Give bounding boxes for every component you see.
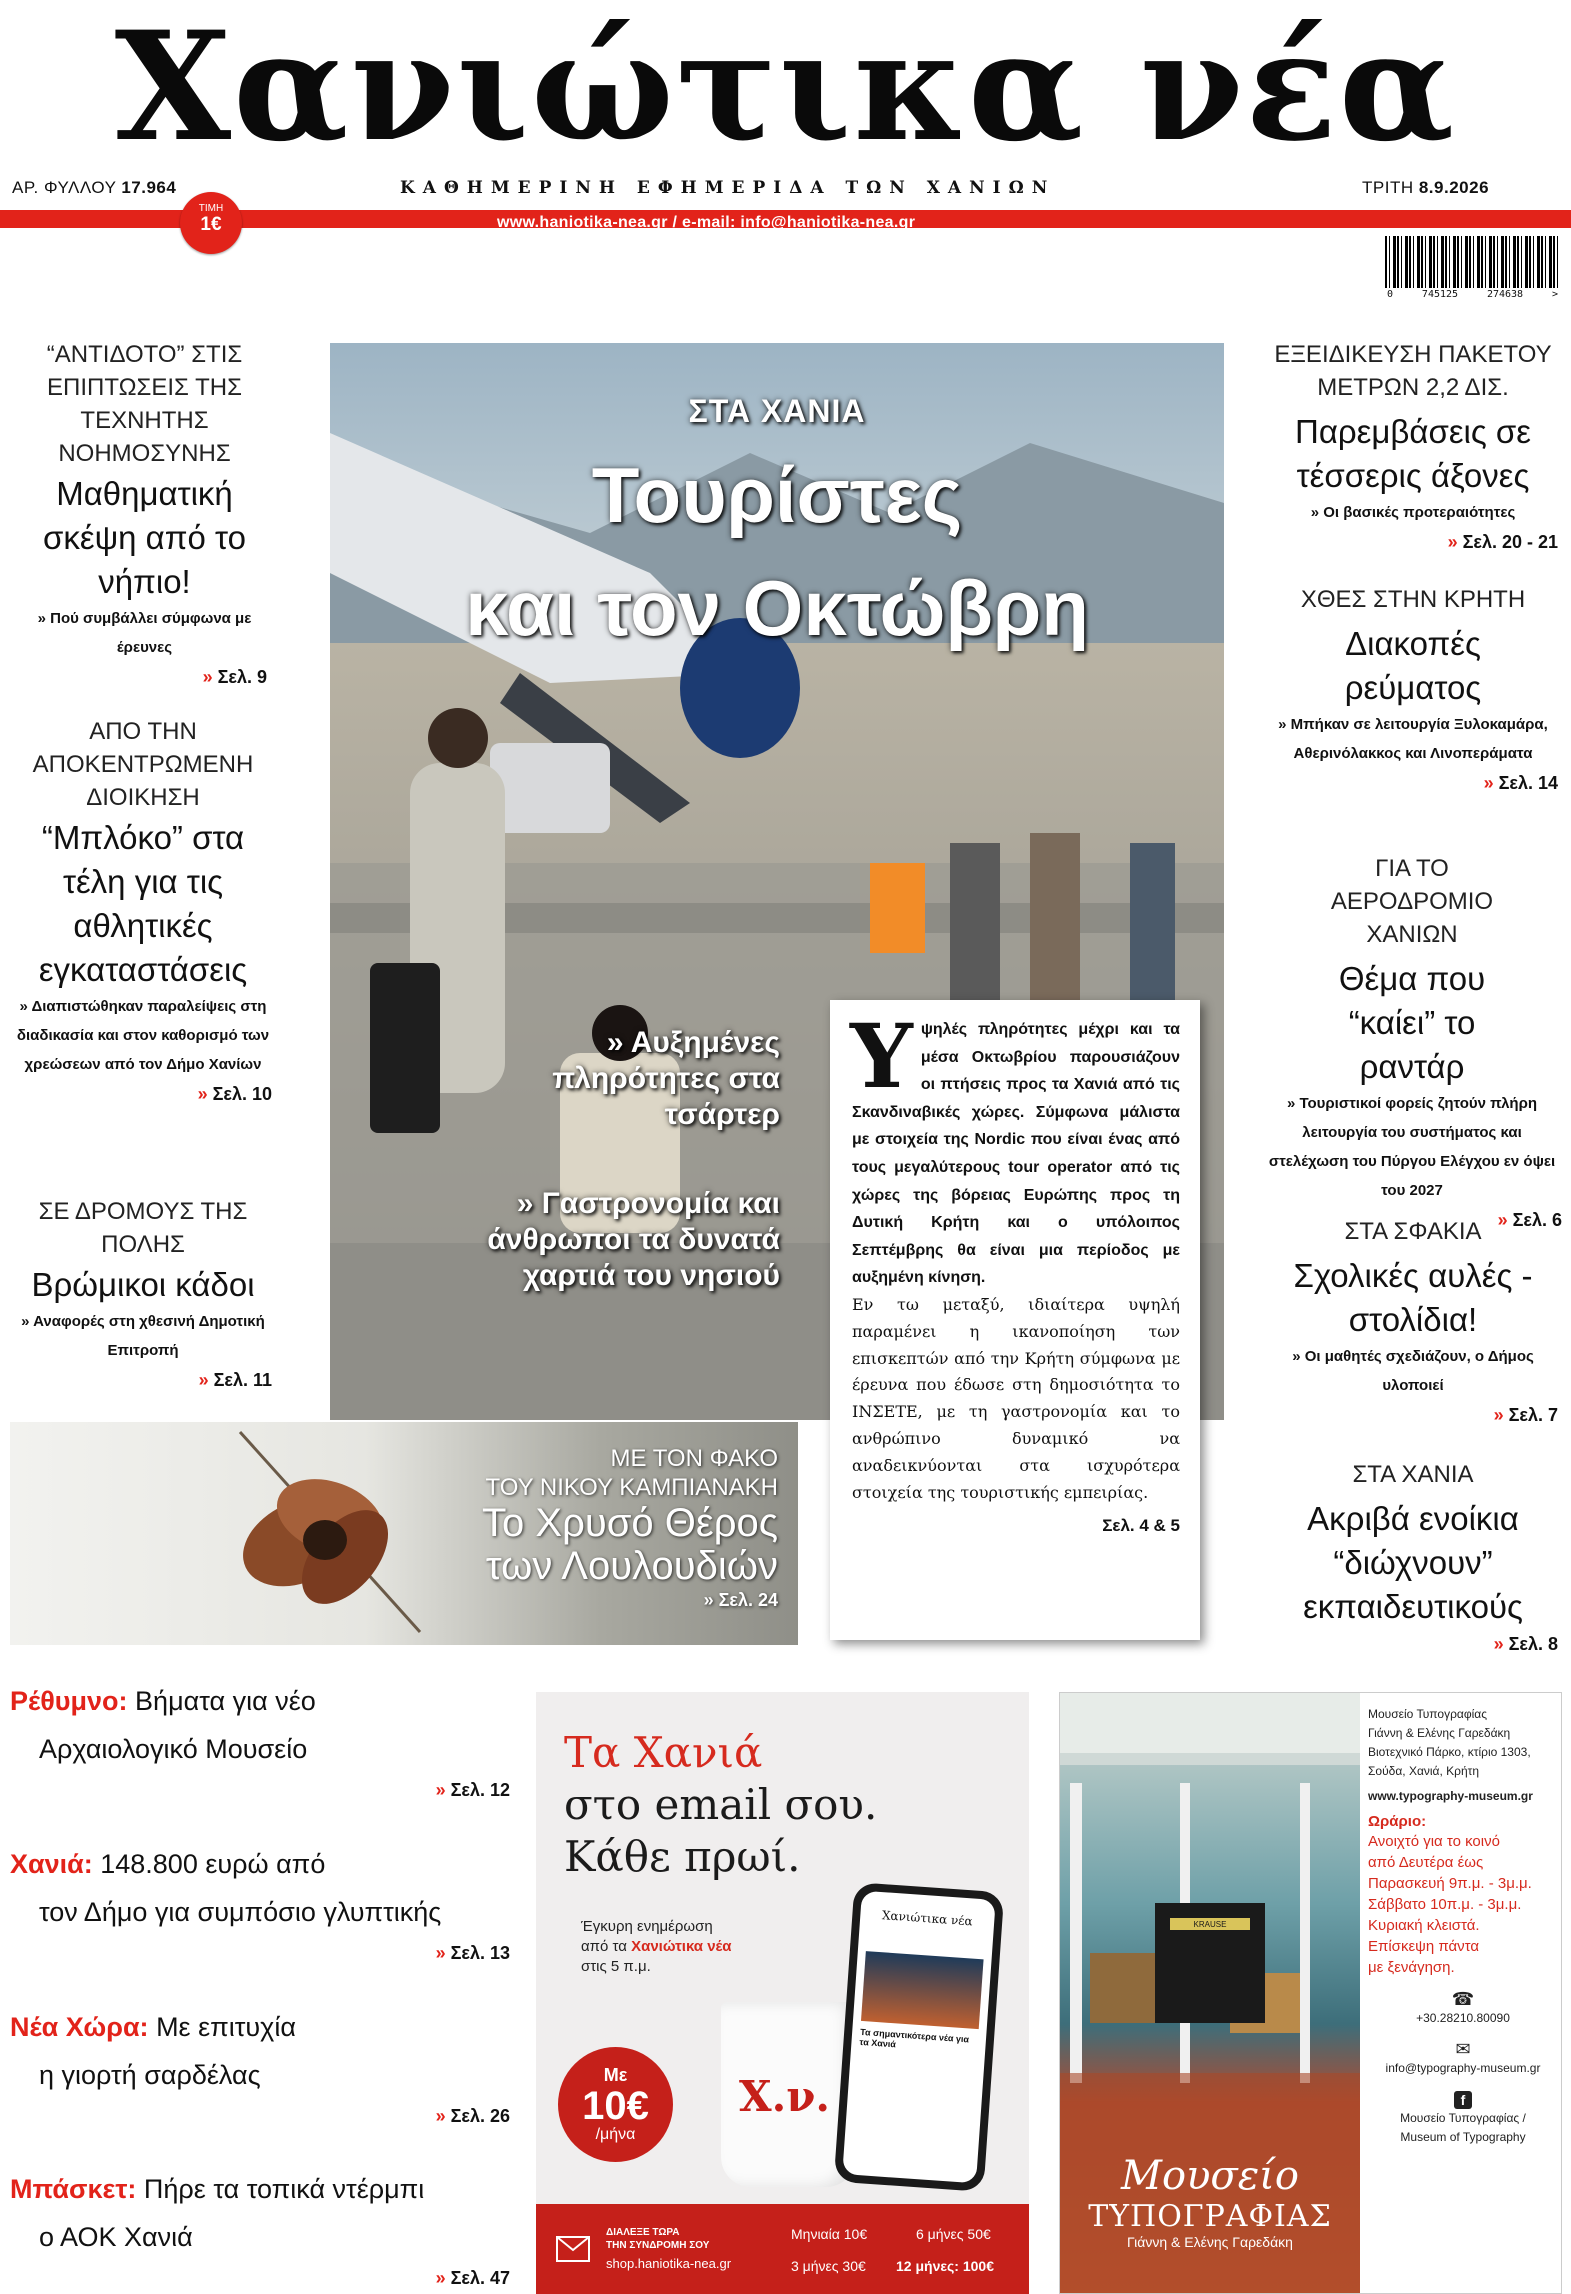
museum-hours-line: Κυριακή κλειστά. [1368, 1917, 1480, 1934]
story-schoolyards[interactable] [1268, 1215, 1558, 1430]
flower-kicker-line: ΤΟΥ ΝΙΚΟΥ ΚΑΜΠΙΑΝΑΚΗ [485, 1474, 778, 1501]
machine-label: KRAUSE [1193, 1920, 1227, 1929]
barcode [1385, 236, 1560, 306]
page-ref: Σελ. 7 [1508, 1405, 1558, 1425]
phone-screen [842, 1891, 995, 2184]
ad-email-body-line [581, 1937, 732, 1957]
lead-page-ref: Σελ. 4 & 5 [1102, 1516, 1180, 1536]
brief-chania[interactable] [10, 1840, 510, 1968]
badge-price: 10€ [582, 2084, 649, 2128]
brief-page: » Σελ. 47 [435, 2268, 510, 2288]
story-sub: » Διαπιστώθηκαν παραλείψεις στη διαδικασία και στον καθορισμό των χρεώσεων από τον Δήμο Χανίων [16, 998, 270, 1073]
tagline: ΚΑΘΗΜΕΡΙΝΗ ΕΦΗΜΕΡΙΔΑ ΤΩΝ ΧΑΝΙΩΝ [400, 178, 1056, 198]
story-kicker: ΣΤΑ ΧΑΝΙΑ [1352, 1461, 1474, 1488]
brief-line [10, 2165, 510, 2213]
lead-bold-body: ψηλές πληρότητες μέχρι και τα μέσα Οκτωβρίου παρουσιάζουν οι πτήσεις προς τα Χανιά από τις Σκανδιναβικές χώρες. Σύμφωνα μάλιστα με στοιχεία της Nordic που είναι ένας από τους μεγαλύτερους tour operator από τις χώρες της βόρειας Ευρώπης προς τη Δυτική Κρήτη και ο υπόλοιπος Σεπτέμβρης θα είναι μια περίοδος με αυξημένη κίνηση. [852, 1021, 1180, 1287]
lead-box[interactable] [830, 1000, 1200, 1640]
main-headline-line2: και τον Οκτώβρη [465, 564, 1089, 652]
brief-place: Νέα Χώρα: [10, 2012, 149, 2042]
museum-logo-subline: Γιάννη & Ελένης Γαρεδάκη [1127, 2234, 1293, 2250]
museum-hours-line: με ξενάγηση. [1368, 1959, 1455, 1976]
story-page: » Σελ. 10 [197, 1084, 272, 1104]
brief-text2: τον Δήμο για συμπόσιο γλυπτικής [39, 1897, 442, 1927]
museum-info-line: Γιάννη & Ελένης Γαρεδάκη [1368, 1726, 1511, 1740]
ad-cta-line: ΤΗΝ ΣΥΝΔΡΟΜΗ ΣΟΥ [606, 2240, 710, 2251]
ad-email-footer[interactable] [536, 2204, 1029, 2294]
story-sub: » Αναφορές στη χθεσινή Δημοτική Επιτροπή [21, 1313, 265, 1359]
lead-bold-text [850, 1004, 1180, 1292]
museum-hours-line: Ανοιχτό για το κοινό [1368, 1833, 1500, 1850]
museum-facebook-line[interactable]: Μουσείο Τυπογραφίας / [1400, 2111, 1526, 2125]
issue-date [1362, 178, 1489, 198]
museum-phone[interactable]: +30.28210.80090 [1416, 2011, 1510, 2025]
museum-info [1368, 1705, 1558, 2147]
story-rents[interactable] [1268, 1458, 1558, 1659]
story-headline: Σχολικές αυλές - στολίδια! [1293, 1257, 1533, 1338]
story-kicker: ΓΙΑ ΤΟ ΑΕΡΟΔΡΟΜΙΟ ΧΑΝΙΩΝ [1330, 855, 1494, 948]
brief-text: Με επιτυχία [156, 2012, 296, 2042]
page-ref: Σελ. 12 [450, 1780, 510, 1800]
flower-headline-line: Το Χρυσό Θέρος [482, 1501, 778, 1545]
brief-nea-chora[interactable] [10, 2003, 510, 2131]
barcode-digit: 0 [1387, 289, 1394, 300]
price-option: 3 μήνες 30€ [791, 2258, 866, 2274]
price-label: ΤΙΜΗ [198, 203, 224, 214]
ad-email-body-line: Έγκυρη ενημέρωση [581, 1918, 713, 1935]
story-sub: » Μπήκαν σε λειτουργία Ξυλοκαμάρα, Αθερινόλακκος και Λινοπεράματα [1278, 716, 1548, 762]
page-ref: Σελ. 47 [450, 2268, 510, 2288]
ad-email-headline [564, 1727, 877, 1883]
ad-body-text: από τα [581, 1938, 627, 1955]
issue-value: 17.964 [121, 178, 177, 197]
story-kicker: ΣΕ ΔΡΟΜΟΥΣ ΤΗΣ ΠΟΛΗΣ [38, 1198, 248, 1258]
phone-title: Χανιώτικα νέα [881, 1908, 974, 1929]
brief-place: Μπάσκετ: [10, 2174, 137, 2204]
story-kicker: ΧΘΕΣ ΣΤΗΝ ΚΡΗΤΗ [1300, 586, 1526, 613]
phone-caption: Τα σημαντικότερα νέα για τα Χανιά [859, 2026, 970, 2050]
website-line[interactable]: www.haniotika-nea.gr / e-mail: info@haniotika-nea.gr [497, 214, 916, 231]
brief-text2: Αρχαιολογικό Μουσείο [39, 1734, 308, 1764]
story-measures[interactable] [1268, 338, 1558, 557]
brief-text2: η γιορτή σαρδέλας [39, 2060, 261, 2090]
barcode-bars [1385, 236, 1560, 288]
email-icon: ✉ [1455, 2039, 1471, 2059]
story-page: » Σελ. 7 [1493, 1405, 1558, 1425]
ad-typography-museum[interactable] [1059, 1692, 1562, 2294]
brief-page: » Σελ. 26 [435, 2106, 510, 2126]
barcode-digits [1385, 288, 1560, 301]
flower-kicker-line: ΜΕ ΤΟΝ ΦΑΚΟ [610, 1445, 778, 1472]
story-radar[interactable] [1262, 852, 1562, 1235]
story-kicker: ΣΤΑ ΣΦΑΚΙΑ [1344, 1218, 1482, 1245]
story-headline: Ακριβά ενοίκια “διώχνουν” εκπαιδευτικούς [1303, 1500, 1523, 1625]
cup-text: Χ.ν. [739, 2072, 830, 2121]
phone-image [861, 1951, 984, 2029]
page-ref: Σελ. 20 - 21 [1462, 532, 1558, 552]
museum-email[interactable]: info@typography-museum.gr [1385, 2061, 1541, 2075]
main-headline-line1: Τουρίστες [591, 451, 963, 539]
museum-hours-title: Ωράριο: [1368, 1813, 1427, 1830]
story-kicker: ΕΞΕΙΔΙΚΕΥΣΗ ΠΑΚΕΤΟΥ ΜΕΤΡΩΝ 2,2 ΔΙΣ. [1274, 341, 1552, 401]
facebook-icon: f [1368, 2090, 1558, 2109]
story-headline: Παρεμβάσεις σε τέσσερις άξονες [1294, 413, 1532, 494]
page-ref: Σελ. 6 [1512, 1210, 1562, 1230]
issue-number [12, 178, 176, 198]
story-headline: Μαθηματική σκέψη από το νήπιο! [43, 475, 246, 600]
story-headline: Διακοπές ρεύματος [1344, 625, 1482, 706]
mail-envelope-icon [556, 2236, 590, 2262]
story-sub: » Οι βασικές προτεραιότητες [1310, 504, 1516, 521]
story-sub: » Πού συμβάλλει σύμφωνα με έρευνες [37, 610, 252, 656]
flower-kicker [338, 1444, 778, 1502]
story-headline: Βρώμικοι κάδοι [31, 1266, 255, 1303]
page-ref: Σελ. 14 [1498, 773, 1558, 793]
museum-hours-line: Επίσκεψη πάντα [1368, 1938, 1480, 1955]
story-page: » Σελ. 8 [1493, 1634, 1558, 1654]
issue-label: ΑΡ. ΦΥΛΛΟΥ [12, 178, 117, 197]
ad-email-line: στο email σου. [564, 1780, 878, 1829]
issue-date-value: 8.9.2026 [1418, 178, 1490, 197]
flower-headline [338, 1502, 778, 1588]
museum-hours-line: Παρασκευή 9π.μ. - 3μ.μ. [1368, 1875, 1532, 1892]
brief-place: Ρέθυμνο: [10, 1686, 128, 1716]
brief-page: » Σελ. 12 [435, 1780, 510, 1800]
ad-body-brand: Χανιώτικα νέα [631, 1938, 732, 1955]
story-page: » Σελ. 20 - 21 [1447, 532, 1558, 552]
museum-facebook-line[interactable]: Museum of Typography [1400, 2130, 1526, 2144]
ad-email-body-line: στις 5 π.μ. [581, 1958, 651, 1975]
museum-info-line: Μουσείο Τυπογραφίας [1368, 1707, 1488, 1721]
museum-hours-line: Σάββατο 10π.μ. - 3μ.μ. [1368, 1896, 1522, 1913]
museum-logo [1080, 2153, 1340, 2250]
story-headline: Θέμα που “καίει” το ραντάρ [1338, 960, 1486, 1085]
price-option: Μηνιαία 10€ [791, 2226, 868, 2242]
brief-text: Βήματα για νέο [135, 1686, 316, 1716]
issue-day: ΤΡΙΤΗ [1362, 178, 1414, 197]
ad-price-badge [558, 2047, 673, 2162]
phone-icon: ☎ [1451, 1989, 1475, 2009]
brief-page: » Σελ. 13 [435, 1943, 510, 1963]
ad-cta-line: ΔΙΑΛΕΞΕ ΤΩΡΑ [606, 2227, 680, 2238]
brief-text: Πήρε τα τοπικά ντέρμπι [143, 2174, 425, 2204]
museum-logo-line: ΤΥΠΟΓΡΑΦΙΑΣ [1088, 2199, 1332, 2234]
story-page: » Σελ. 9 [202, 667, 267, 687]
page-ref: Σελ. 10 [212, 1084, 272, 1104]
museum-info-line: Βιοτεχνικό Πάρκο, κτίριο 1303, [1368, 1745, 1531, 1759]
story-power[interactable] [1268, 583, 1558, 798]
story-page: » Σελ. 14 [1483, 773, 1558, 793]
brief-rethymno[interactable] [10, 1677, 510, 1805]
main-kicker: ΣΤΑ ΧΑΝΙΑ [688, 393, 866, 429]
badge-period: /μήνα [595, 2126, 636, 2143]
price-option: 6 μήνες 50€ [916, 2226, 991, 2242]
barcode-digit: 745125 [1421, 289, 1459, 300]
story-sub: » Τουριστικοί φορείς ζητούν πλήρη λειτουργία του συστήματος και στελέχωση του Πύργου Ελέγχου εν όψει του 2027 [1268, 1095, 1556, 1199]
price-value: 1€ [200, 214, 222, 235]
page-ref: Σελ. 8 [1508, 1634, 1558, 1654]
story-kicker: ΑΠΟ ΤΗΝ ΑΠΟΚΕΝΤΡΩΜΕΝΗ ΔΙΟΙΚΗΣΗ [32, 718, 254, 811]
page-ref: Σελ. 11 [213, 1370, 272, 1390]
ad-email-line: Κάθε πρωί. [564, 1832, 801, 1881]
brief-text2: ο ΑΟΚ Χανιά [39, 2222, 193, 2252]
story-page: » Σελ. 11 [198, 1370, 272, 1390]
flower-page-ref: » Σελ. 24 [703, 1590, 778, 1610]
badge-line: Με [603, 2065, 628, 2085]
brief-text: 148.800 ευρώ από [100, 1849, 326, 1879]
lead-normal-text: Εν τω μεταξύ, ιδιαίτερα υψηλή παραμένει η ικανοποίηση των επισκεπτών από την Κρήτη σύμφωνα με έρευνα που έδωσε στη δημοσιότητα το ΙΝΣΕΤΕ, με τη γαστρονομία και το ανθρώπινο δυναμικό να αναδεικνύονται στα ισχυρότερα στοιχεία της τουριστικής εμπειρίας. [852, 1294, 1180, 1502]
flower-headline-line: των Λουλουδιών [485, 1544, 778, 1588]
story-math[interactable] [22, 338, 267, 692]
ad-email-subscription[interactable] [536, 1692, 1029, 2294]
brief-line [10, 1677, 510, 1725]
ad-shop-link[interactable]: shop.haniotika-nea.gr [606, 2256, 732, 2271]
ad-cta [606, 2226, 709, 2252]
story-headline: “Μπλόκο” στα τέλη για τις αθλητικές εγκαταστάσεις [38, 819, 248, 988]
barcode-digit: > [1551, 289, 1558, 300]
ad-email-line: Τα Χανιά [564, 1728, 763, 1777]
page-ref: Σελ. 26 [450, 2106, 510, 2126]
museum-hours-line: από Δευτέρα έως [1368, 1854, 1484, 1871]
page-ref: Σελ. 13 [450, 1943, 510, 1963]
story-block[interactable] [14, 715, 272, 1109]
brief-line [10, 1840, 510, 1888]
museum-logo-line: Μουσείο [1121, 2153, 1299, 2199]
brief-line [10, 2003, 510, 2051]
museum-info-line: Σούδα, Χανιά, Κρήτη [1368, 1764, 1480, 1778]
main-bullet-gastronomy: » Γαστρονομία και άνθρωποι τα δυνατά χαρτιά του νησιού [487, 1187, 780, 1292]
museum-website[interactable]: www.typography-museum.gr [1368, 1789, 1533, 1803]
main-bullet-charters: » Αυξημένες πληρότητες στα τσάρτερ [552, 1026, 780, 1131]
price-option: 12 μήνες: 100€ [896, 2258, 994, 2274]
story-bins[interactable] [14, 1195, 272, 1395]
barcode-digit: 274638 [1486, 289, 1524, 300]
ad-email-body [581, 1917, 732, 1977]
brief-place: Χανιά: [10, 1849, 93, 1879]
flower-feature[interactable] [10, 1422, 798, 1645]
story-page: » Σελ. 6 [1497, 1210, 1562, 1230]
page-ref: Σελ. 9 [217, 667, 267, 687]
brief-basket[interactable] [10, 2165, 510, 2293]
price-badge [180, 192, 242, 254]
masthead-title: Χανιώτικα νέα [114, 0, 1457, 175]
flower-text [338, 1444, 778, 1611]
drop-cap: Υ [850, 1004, 913, 1108]
phone-illustration [834, 1882, 1005, 2192]
story-sub: » Οι μαθητές σχεδιάζουν, ο Δήμος υλοποιεί [1292, 1348, 1534, 1394]
story-kicker: “ΑΝΤΙΔΟΤΟ” ΣΤΙΣ ΕΠΙΠΤΩΣΕΙΣ ΤΗΣ ΤΕΧΝΗΤΗΣ ΝΟΗΜΟΣΥΝΗΣ [46, 341, 243, 467]
